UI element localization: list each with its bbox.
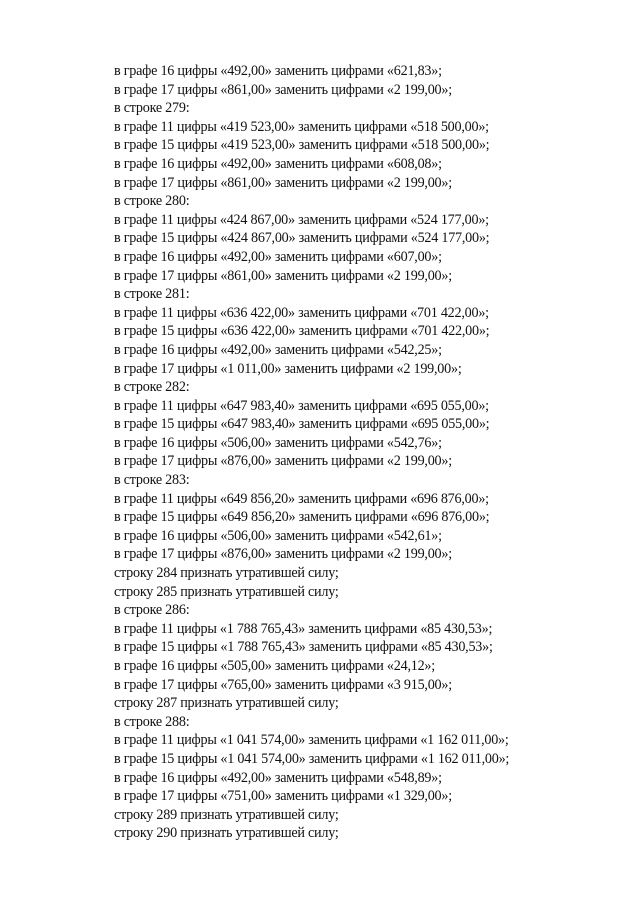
text-line: в графе 17 цифры «876,00» заменить цифрами «2 199,00»;: [114, 546, 452, 563]
text-line: в графе 11 цифры «419 523,00» заменить цифрами «518 500,00»;: [114, 118, 489, 135]
text-line: в графе 15 цифры «636 422,00» заменить цифрами «701 422,00»;: [114, 323, 490, 340]
text-line: в графе 17 цифры «751,00» заменить цифрами «1 329,00»;: [114, 788, 452, 805]
text-line: в графе 16 цифры «492,00» заменить цифрами «608,08»;: [114, 155, 442, 172]
text-line: в строке 282:: [114, 379, 190, 396]
text-line: в строке 288:: [114, 713, 190, 730]
text-line: в графе 17 цифры «876,00» заменить цифрами «2 199,00»;: [114, 453, 452, 470]
text-line: строку 285 признать утратившей силу;: [114, 583, 339, 600]
text-line: в графе 15 цифры «1 788 765,43» заменить цифрами «85 430,53»;: [114, 639, 493, 656]
text-line: строку 289 признать утратившей силу;: [114, 806, 339, 823]
text-line: в графе 11 цифры «1 788 765,43» заменить цифрами «85 430,53»;: [114, 620, 493, 637]
text-line: в графе 17 цифры «765,00» заменить цифрами «3 915,00»;: [114, 676, 452, 693]
text-line: в графе 16 цифры «506,00» заменить цифрами «542,76»;: [114, 434, 442, 451]
text-line: в графе 17 цифры «1 011,00» заменить цифрами «2 199,00»;: [114, 360, 462, 377]
text-line: в графе 17 цифры «861,00» заменить цифрами «2 199,00»;: [114, 174, 452, 191]
text-line: в строке 283:: [114, 472, 190, 489]
text-line: в графе 15 цифры «649 856,20» заменить цифрами «696 876,00»;: [114, 509, 490, 526]
text-line: в графе 11 цифры «636 422,00» заменить цифрами «701 422,00»;: [114, 304, 489, 321]
text-line: в строке 286:: [114, 602, 190, 619]
text-line: в строке 279:: [114, 100, 190, 117]
text-line: в графе 15 цифры «424 867,00» заменить цифрами «524 177,00»;: [114, 230, 490, 247]
text-line: в графе 17 цифры «861,00» заменить цифрами «2 199,00»;: [114, 267, 452, 284]
text-line: в графе 16 цифры «492,00» заменить цифрами «548,89»;: [114, 769, 442, 786]
text-line: в графе 17 цифры «861,00» заменить цифрами «2 199,00»;: [114, 81, 452, 98]
text-line: в графе 15 цифры «419 523,00» заменить цифрами «518 500,00»;: [114, 137, 490, 154]
text-line: в графе 15 цифры «647 983,40» заменить цифрами «695 055,00»;: [114, 416, 490, 433]
text-line: в графе 15 цифры «1 041 574,00» заменить цифрами «1 162 011,00»;: [114, 750, 510, 767]
text-line: строку 287 признать утратившей силу;: [114, 695, 339, 712]
text-line: в графе 11 цифры «1 041 574,00» заменить цифрами «1 162 011,00»;: [114, 732, 509, 749]
text-line: в графе 16 цифры «506,00» заменить цифрами «542,61»;: [114, 527, 442, 544]
text-line: в графе 11 цифры «647 983,40» заменить цифрами «695 055,00»;: [114, 397, 489, 414]
text-line: в графе 16 цифры «505,00» заменить цифрами «24,12»;: [114, 658, 435, 674]
text-line: в графе 16 цифры «492,00» заменить цифрами «542,25»;: [114, 341, 442, 358]
text-line: в графе 16 цифры «492,00» заменить цифрами «621,83»;: [114, 63, 442, 79]
text-line: в графе 11 цифры «424 867,00» заменить цифрами «524 177,00»;: [114, 211, 489, 228]
text-line: в графе 16 цифры «492,00» заменить цифрами «607,00»;: [114, 248, 442, 265]
text-line: в строке 281:: [114, 286, 190, 303]
text-line: строку 284 признать утратившей силу;: [114, 565, 339, 582]
text-line: в графе 11 цифры «649 856,20» заменить цифрами «696 876,00»;: [114, 490, 489, 507]
document-page: [114, 62, 614, 843]
text-line: в строке 280:: [114, 193, 190, 210]
text-line: строку 290 признать утратившей силу;: [114, 825, 339, 842]
